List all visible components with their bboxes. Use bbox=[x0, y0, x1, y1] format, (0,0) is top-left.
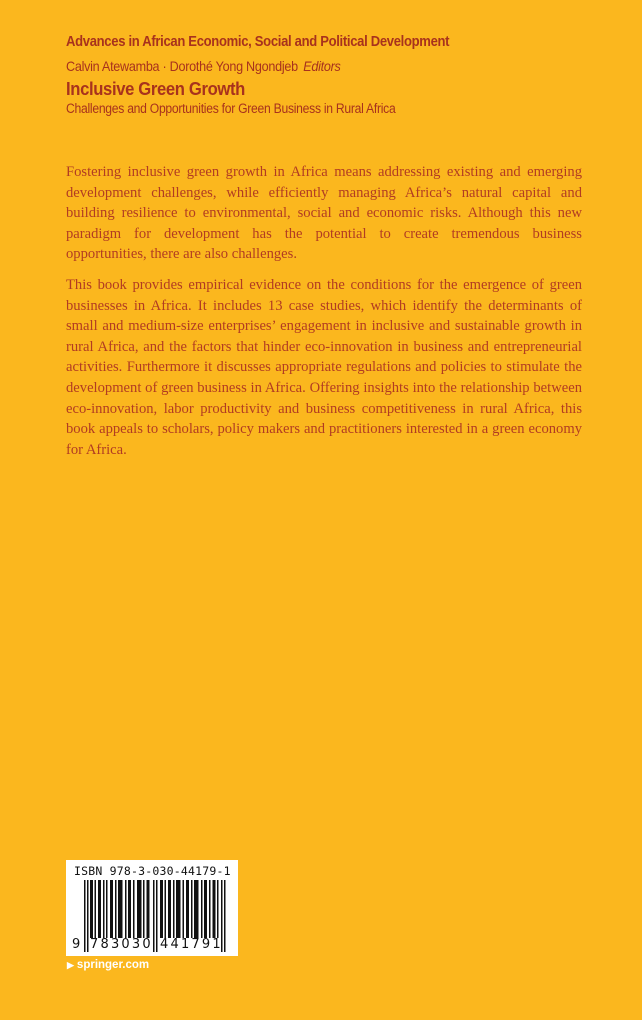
arrow-right-icon: ▶ bbox=[67, 960, 74, 970]
book-subtitle: Challenges and Opportunities for Green Business in Rural Africa bbox=[66, 101, 396, 116]
series-title: Advances in African Economic, Social and Political Development bbox=[66, 34, 450, 50]
cover-header bbox=[66, 32, 606, 118]
barcode-box bbox=[66, 860, 238, 956]
barcode-right-digits: 441791 bbox=[160, 937, 223, 952]
blurb bbox=[66, 162, 582, 470]
barcode-left-digits: 783030 bbox=[90, 937, 153, 952]
blurb-paragraph: This book provides empirical evidence on the conditions for the emergence of green businesses in Africa. It includes 13 case studies, which identify the determinants of small and medium-size enterprises’ engagement in inclusive and sustainable growth in rural Africa, and the factors that hinder eco-innovation in business and entrepreneurial activities. Furthermore it discusses appropriate regulations and policies to stimulate the development of green business in Africa. Offering insights into the relationship between eco-innovation, labor productivity and business competitiveness in rural Africa, this book appeals to scholars, policy makers and practitioners interested in a green economy for Africa. bbox=[66, 276, 582, 458]
editor-names: Calvin Atewamba · Dorothé Yong Ngondjeb bbox=[66, 58, 298, 74]
editors-line bbox=[66, 56, 552, 76]
isbn-label: ISBN 978-3-030-44179-1 bbox=[74, 864, 231, 878]
blurb-paragraph: Fostering inclusive green growth in Africa means addressing existing and emerging development challenges, while efficiently managing Africa’s natural capital and building resilience to environmental, social and economic risks. Although this new paradigm for development has the potential to create tremendous business opportunities, there are also challenges. bbox=[66, 164, 582, 263]
book-title: Inclusive Green Growth bbox=[66, 78, 245, 99]
publisher-url: springer.com bbox=[76, 959, 150, 971]
editors-role: Editors bbox=[303, 58, 341, 74]
barcode-first-digit: 9 bbox=[72, 937, 81, 952]
publisher-link[interactable] bbox=[67, 959, 149, 971]
